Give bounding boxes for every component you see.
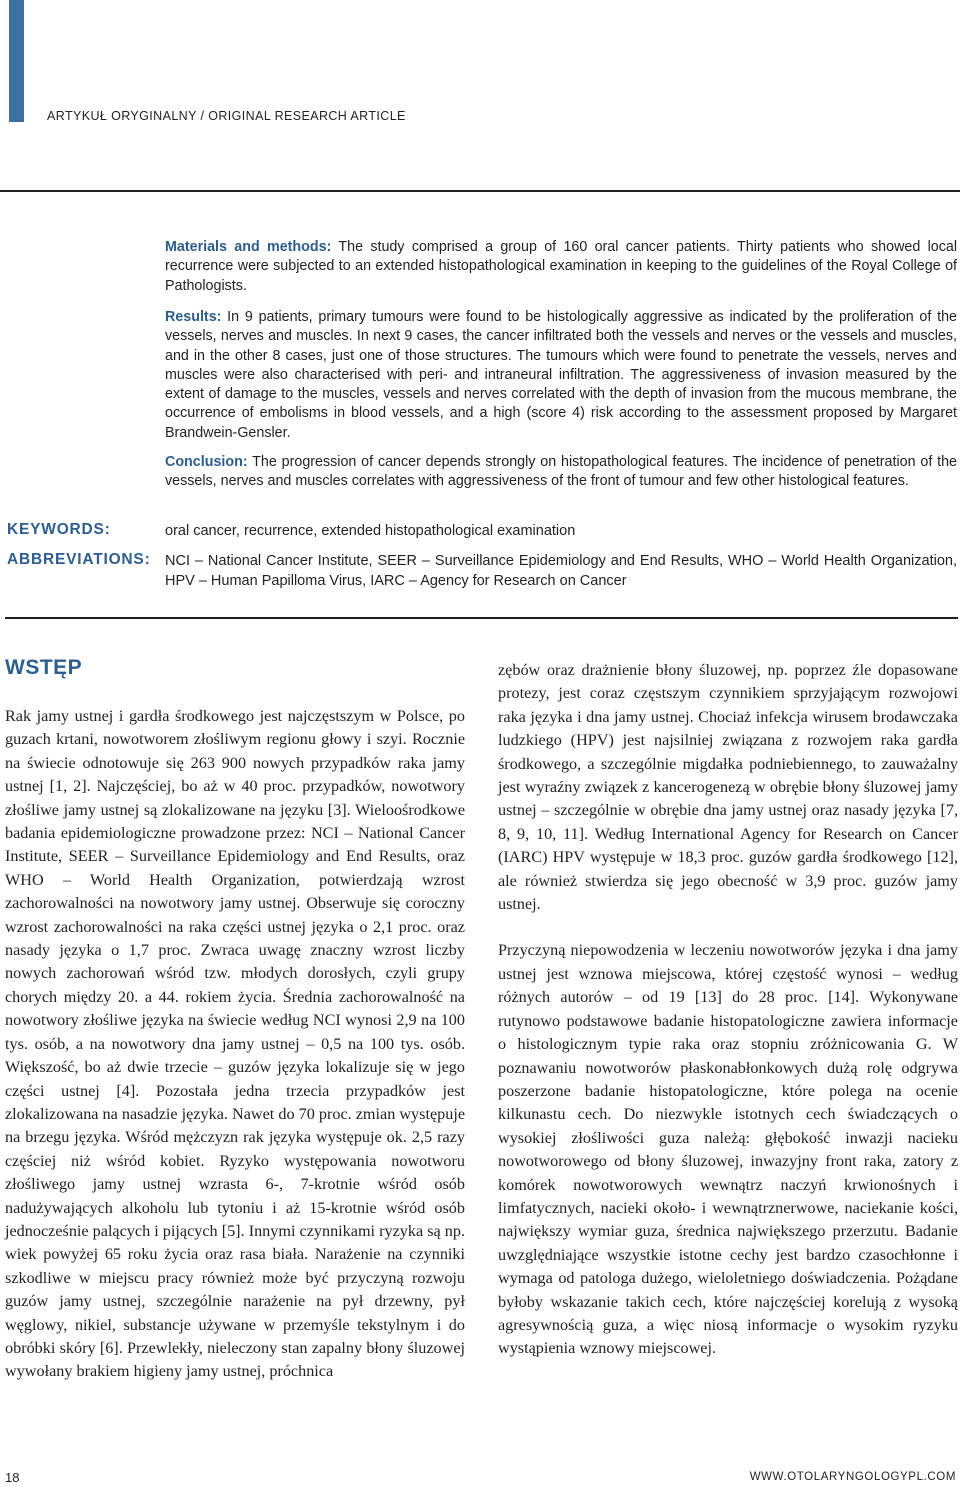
running-head: ARTYKUŁ ORYGINALNY / ORIGINAL RESEARCH ARTICLE [47,109,406,123]
methods-text: The study comprised a group of 160 oral cancer patients. Thirty patients who showed local recurrence were subjected to an extended histopathological examination in keeping to the guidelines of the Royal College of Pathologists. [165,239,958,294]
keywords-text: oral cancer, recurrence, extended histopathological examination [165,523,576,539]
conclusion-label: Conclusion: [165,454,248,470]
right-paragraph-1: zębów oraz drażnienie błony śluzowej, np. poprzez źle dopasowane protezy, jest coraz częstszym czynnikiem sprzyjającym rozwojowi raka języka i dna jamy ustnej. Chociaż infekcja wirusem brodawczaka ludzkiego (HPV) jest najsilniej związana z rozwojem raka gardła środkowego, a szczególnie migdałka podniebiennego, to zauważalny jest wyraźny związek z kancerogenezą w obrębie błony śluzowej jamy ustnej – szczególnie w obrębie dna jamy ustnej oraz nasady języka [7, 8, 9, 10, 11]. Według International Agency for Research on Cancer (IARC) HPV występuje w 18,3 proc. guzów gardła środkowego [12], ale również stwierdza się jego obecność w 3,9 proc. guzów jamy ustnej. [498,661,958,914]
results-label: Results: [165,309,222,325]
side-accent-bar [9,0,24,122]
header-rule [0,190,960,192]
left-column [5,705,465,1384]
abstract-results [165,308,957,443]
page-number: 18 [5,1470,20,1485]
abstract-methods [165,238,957,296]
conclusion-text: The progression of cancer depends strongly on histopathological features. The incidence of penetration of the vessels, nerves and muscles correlates with aggressiveness of the front of tumour and few other histological features. [165,454,957,490]
right-paragraph-2: Przyczyną niepowodzenia w leczeniu nowotworów języka i dna jamy ustnej jest wznowa miejscowa, której częstość wynosi – według różnych autorów – od 19 [13] do 28 proc. [14]. Wykonywane rutynowo podstawowe badanie histopatologiczne zawiera informacje o histologicznym typie raka oraz stopniu zróżnicowania G. W poznawaniu nowotworów płaskonabłonkowych dużą rolę odgrywa poszerzone badanie histopatologiczne, które polega na ocenie kilkunastu cech. Do niezwykle istotnych cech świadczących o wysokiej złośliwości guza należą: głębokość inwazji nacieku nowotworowego od błony śluzowej, inwazyjny front raka, zatory z komórek nowotworowych wewnątrz naczyń krwionośnych i limfatycznych, nacieki około- i wewnątrznerwowe, naciekanie kości, największy wymiar guza, średnica największego przerzutu. Badanie uwzględniające wszystkie istotne cechy jest bardzo czasochłonne i wymaga od patologa dużego, wieloletniego doświadczenia. Pożądane byłoby wskazanie takich cech, które najczęściej korelują z wysoką agresywnością guza, a więc niosą informacje o wysokim ryzyku wystąpienia wznowy miejscowej. [498,941,958,1358]
website-link[interactable]: WWW.OTOLARYNGOLOGYPL.COM [749,1471,956,1483]
abstract-conclusion [165,453,957,492]
right-column [498,659,958,1361]
methods-label: Materials and methods: [165,239,332,255]
section-rule [5,617,958,619]
abbreviations-text: NCI – National Cancer Institute, SEER – Surveillance Epidemiology and End Results, WHO – World Health Organization, HPV – Human Papilloma Virus, IARC – Agency for Research on Cancer [165,553,957,589]
keywords-label: KEYWORDS: [7,521,111,538]
results-text: In 9 patients, primary tumours were found to be histologically aggressive as indicated by the proliferation of the vessels, nerves and muscles. In next 9 cases, the cancer infiltrated both the vessels and nerves or the vessels and muscles, and in the other 8 cases, just one of those structures. The tumours which were found to penetrate the vessels, nerves and muscles were also characterised with peri- and intraneural infiltration. The aggressiveness of invasion measured by the extent of damage to the muscles, vessels and nerves correlated with the depth of invasion from the mucous membrane, the occurrence of embolisms in blood vessels, and a high (score 4) risk according to the assessment proposed by Margaret Brandwein-Gensler. [165,309,957,441]
section-title: WSTĘP [5,656,83,679]
left-paragraph-1: Rak jamy ustnej i gardła środkowego jest najczęstszym w Polsce, po guzach krtani, nowotworem złośliwym regionu głowy i szyi. Rocznie na świecie odnotowuje się 263 900 nowych przypadków raka jamy ustnej [1, 2]. Najczęściej, bo aż w 40 proc. przypadków, nowotwory złośliwe jamy ustnej są zlokalizowane na języku [3]. Wieloośrodkowe badania epidemiologiczne prowadzone przez: NCI – National Cancer Institute, SEER – Surveillance Epidemiology and End Results, oraz WHO – World Health Organization, potwierdzają wzrost zachorowalności na nowotwory jamy ustnej. Obserwuje się coroczny wzrost zachorowalności na raka części ustnej języka o 2,1 proc. oraz nasady języka o 1,7 proc. Zwraca uwagę znaczny wzrost liczby nowych zachorowań wśród tzw. młodych dorosłych, czyli grupy chorych między 20. a 44. rokiem życia. Średnia zachorowalność na nowotwory złośliwe języka na świecie według NCI wynosi 2,9 na 100 tys. osób, a na nowotwory dna jamy ustnej – 0,5 na 100 tys. osób. Większość, bo aż dwie trzecie – guzów języka lokalizuje się w jego części ustnej [4]. Pozostała jedna trzecia przypadków jest zlokalizowana na nasadzie języka. Nawet do 70 proc. zmian występuje na brzegu języka. Wśród mężczyzn rak języka występuje ok. 2,5 razy częściej niż wśród kobiet. Ryzyko występowania nowotworu złośliwego jamy ustnej wzrasta 6-, 7-krotnie wśród osób nadużywających alkoholu lub tytoniu i aż 15-krotnie wśród osób jednocześnie palących i pijących [5]. Innymi czynnikami ryzyka są np. wiek powyżej 65 roku życia oraz rasa biała. Narażenie na czynniki szkodliwe w miejscu pracy również może być przyczyną rozwoju guzów jamy ustnej, szczególnie narażenie na pył drzewny, pył węglowy, nikiel, substancje używane w przemyśle tekstylnym i do obróbki skóry [6]. Przewlekły, nieleczony stan zapalny błony śluzowej wywołany brakiem higieny jamy ustnej, próchnica [5,707,465,1381]
abbreviations-label: ABBREVIATIONS: [7,551,151,568]
